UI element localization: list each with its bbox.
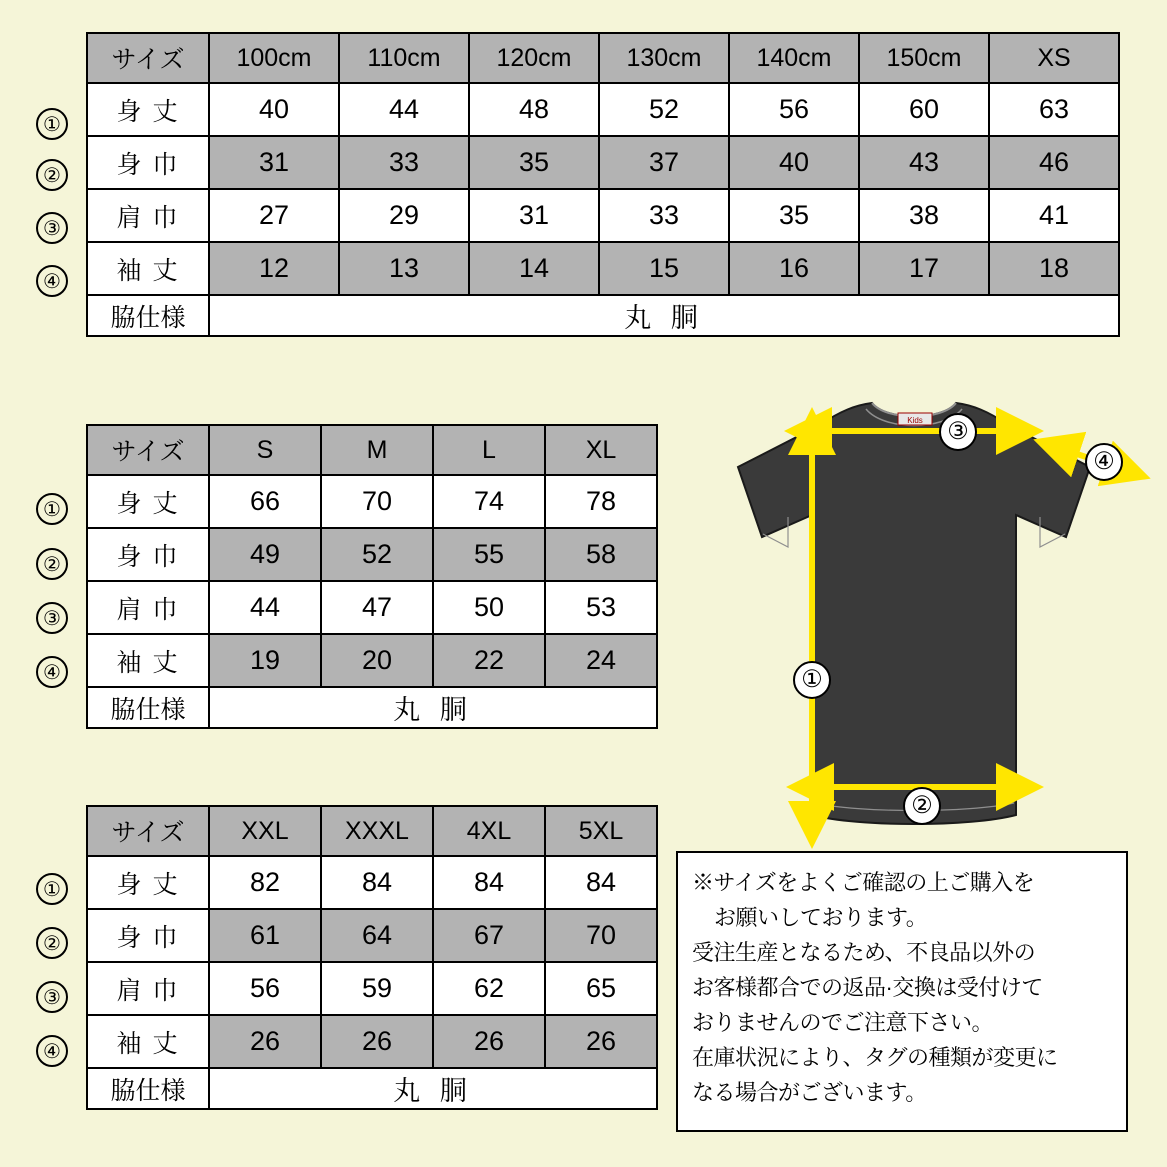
circled-number: ② <box>36 159 68 191</box>
purchase-note-box <box>676 851 1128 1132</box>
header-cell: 100cm <box>209 33 339 83</box>
value-cell: 48 <box>469 83 599 136</box>
table-row <box>87 475 657 528</box>
value-cell: 65 <box>545 962 657 1015</box>
kids-size-table <box>86 32 1120 337</box>
marker-2-table2 <box>32 548 72 580</box>
value-cell: 26 <box>321 1015 433 1068</box>
footer-value: 丸 胴 <box>209 1068 657 1109</box>
value-cell: 35 <box>729 189 859 242</box>
marker-3-diagram: ③ <box>939 413 977 451</box>
value-cell: 19 <box>209 634 321 687</box>
header-cell: M <box>321 425 433 475</box>
row-label: 身 巾 <box>87 136 209 189</box>
value-cell: 14 <box>469 242 599 295</box>
value-cell: 84 <box>321 856 433 909</box>
marker-3-table3 <box>32 981 72 1013</box>
header-cell: サイズ <box>87 33 209 83</box>
header-cell: 4XL <box>433 806 545 856</box>
table-row <box>87 242 1119 295</box>
value-cell: 66 <box>209 475 321 528</box>
svg-text:Kids: Kids <box>907 416 923 425</box>
value-cell: 63 <box>989 83 1119 136</box>
value-cell: 61 <box>209 909 321 962</box>
row-label: 袖 丈 <box>87 242 209 295</box>
table-row <box>87 189 1119 242</box>
table-row <box>87 909 657 962</box>
circled-number: ③ <box>36 212 68 244</box>
value-cell: 35 <box>469 136 599 189</box>
marker-2-diagram: ② <box>903 787 941 825</box>
adult-size-table-wrap <box>86 424 658 729</box>
row-label: 身 巾 <box>87 528 209 581</box>
value-cell: 64 <box>321 909 433 962</box>
tshirt-diagram <box>660 395 1167 850</box>
circled-number: ④ <box>36 265 68 297</box>
value-cell: 17 <box>859 242 989 295</box>
kids-size-table-wrap <box>86 32 1120 337</box>
header-cell: XXXL <box>321 806 433 856</box>
note-line: お客様都合での返品·交換は受付けて <box>692 975 1043 1000</box>
note-line: 在庫状況により、タグの種類が変更に <box>692 1045 1058 1070</box>
value-cell: 33 <box>339 136 469 189</box>
value-cell: 31 <box>209 136 339 189</box>
table-row <box>87 634 657 687</box>
circled-number: ① <box>36 108 68 140</box>
value-cell: 84 <box>545 856 657 909</box>
value-cell: 46 <box>989 136 1119 189</box>
header-cell: XS <box>989 33 1119 83</box>
row-label: 肩 巾 <box>87 962 209 1015</box>
table-row <box>87 581 657 634</box>
value-cell: 27 <box>209 189 339 242</box>
value-cell: 43 <box>859 136 989 189</box>
header-cell: XL <box>545 425 657 475</box>
value-cell: 84 <box>433 856 545 909</box>
header-cell: 130cm <box>599 33 729 83</box>
table-row <box>87 1015 657 1068</box>
adult-size-table <box>86 424 658 729</box>
value-cell: 74 <box>433 475 545 528</box>
table-footer-row <box>87 687 657 728</box>
value-cell: 26 <box>545 1015 657 1068</box>
value-cell: 44 <box>209 581 321 634</box>
value-cell: 52 <box>599 83 729 136</box>
value-cell: 56 <box>729 83 859 136</box>
marker-1-table1 <box>32 108 72 140</box>
tshirt-shape <box>738 403 1090 824</box>
circled-number: ④ <box>36 1035 68 1067</box>
marker-3-table1 <box>32 212 72 244</box>
value-cell: 82 <box>209 856 321 909</box>
header-cell: S <box>209 425 321 475</box>
value-cell: 40 <box>209 83 339 136</box>
value-cell: 70 <box>545 909 657 962</box>
header-cell: L <box>433 425 545 475</box>
marker-4-table2 <box>32 656 72 688</box>
note-line: 受注生産となるため、不良品以外の <box>692 940 1036 965</box>
table-row <box>87 856 657 909</box>
note-line: おりませんのでご注意下さい。 <box>692 1010 994 1035</box>
value-cell: 31 <box>469 189 599 242</box>
row-label: 肩 巾 <box>87 581 209 634</box>
footer-value: 丸 胴 <box>209 295 1119 336</box>
value-cell: 38 <box>859 189 989 242</box>
row-label: 肩 巾 <box>87 189 209 242</box>
value-cell: 56 <box>209 962 321 1015</box>
bigsize-size-table-wrap <box>86 805 658 1110</box>
circled-number: ② <box>36 548 68 580</box>
note-line: ※サイズをよくご確認の上ご購入を <box>692 870 1035 895</box>
value-cell: 15 <box>599 242 729 295</box>
marker-2-table1 <box>32 159 72 191</box>
row-label: 身 丈 <box>87 475 209 528</box>
footer-label: 脇仕様 <box>87 1068 209 1109</box>
value-cell: 26 <box>209 1015 321 1068</box>
value-cell: 16 <box>729 242 859 295</box>
circled-number: ④ <box>36 656 68 688</box>
header-cell: XXL <box>209 806 321 856</box>
circled-number: ③ <box>36 981 68 1013</box>
header-cell: 140cm <box>729 33 859 83</box>
value-cell: 53 <box>545 581 657 634</box>
table-row <box>87 136 1119 189</box>
value-cell: 22 <box>433 634 545 687</box>
value-cell: 67 <box>433 909 545 962</box>
value-cell: 59 <box>321 962 433 1015</box>
value-cell: 18 <box>989 242 1119 295</box>
row-label: 袖 丈 <box>87 1015 209 1068</box>
marker-4-diagram: ④ <box>1085 443 1123 481</box>
marker-1-table2 <box>32 493 72 525</box>
table-header-row <box>87 806 657 856</box>
value-cell: 33 <box>599 189 729 242</box>
value-cell: 26 <box>433 1015 545 1068</box>
circled-number: ② <box>36 927 68 959</box>
footer-value: 丸 胴 <box>209 687 657 728</box>
table-row <box>87 83 1119 136</box>
header-cell: 120cm <box>469 33 599 83</box>
value-cell: 55 <box>433 528 545 581</box>
table-header-row <box>87 425 657 475</box>
table-row <box>87 528 657 581</box>
footer-label: 脇仕様 <box>87 687 209 728</box>
value-cell: 20 <box>321 634 433 687</box>
marker-4-table1 <box>32 265 72 297</box>
header-cell: サイズ <box>87 806 209 856</box>
circled-number: ① <box>36 873 68 905</box>
value-cell: 13 <box>339 242 469 295</box>
table-header-row <box>87 33 1119 83</box>
bigsize-size-table <box>86 805 658 1110</box>
row-label: 身 丈 <box>87 856 209 909</box>
header-cell: 110cm <box>339 33 469 83</box>
value-cell: 47 <box>321 581 433 634</box>
value-cell: 44 <box>339 83 469 136</box>
marker-1-table3 <box>32 873 72 905</box>
value-cell: 70 <box>321 475 433 528</box>
marker-3-table2 <box>32 602 72 634</box>
value-cell: 60 <box>859 83 989 136</box>
note-line: なる場合がございます。 <box>692 1080 927 1105</box>
value-cell: 78 <box>545 475 657 528</box>
value-cell: 40 <box>729 136 859 189</box>
circled-number: ③ <box>36 602 68 634</box>
marker-1-diagram: ① <box>793 661 831 699</box>
footer-label: 脇仕様 <box>87 295 209 336</box>
table-row <box>87 962 657 1015</box>
table-footer-row <box>87 1068 657 1109</box>
header-cell: サイズ <box>87 425 209 475</box>
note-line: お願いしております。 <box>714 905 928 930</box>
row-label: 身 巾 <box>87 909 209 962</box>
value-cell: 37 <box>599 136 729 189</box>
marker-4-table3 <box>32 1035 72 1067</box>
value-cell: 41 <box>989 189 1119 242</box>
value-cell: 58 <box>545 528 657 581</box>
row-label: 身 丈 <box>87 83 209 136</box>
header-cell: 5XL <box>545 806 657 856</box>
row-label: 袖 丈 <box>87 634 209 687</box>
table-footer-row <box>87 295 1119 336</box>
value-cell: 24 <box>545 634 657 687</box>
value-cell: 50 <box>433 581 545 634</box>
header-cell: 150cm <box>859 33 989 83</box>
value-cell: 29 <box>339 189 469 242</box>
value-cell: 49 <box>209 528 321 581</box>
value-cell: 12 <box>209 242 339 295</box>
value-cell: 62 <box>433 962 545 1015</box>
circled-number: ① <box>36 493 68 525</box>
marker-2-table3 <box>32 927 72 959</box>
value-cell: 52 <box>321 528 433 581</box>
